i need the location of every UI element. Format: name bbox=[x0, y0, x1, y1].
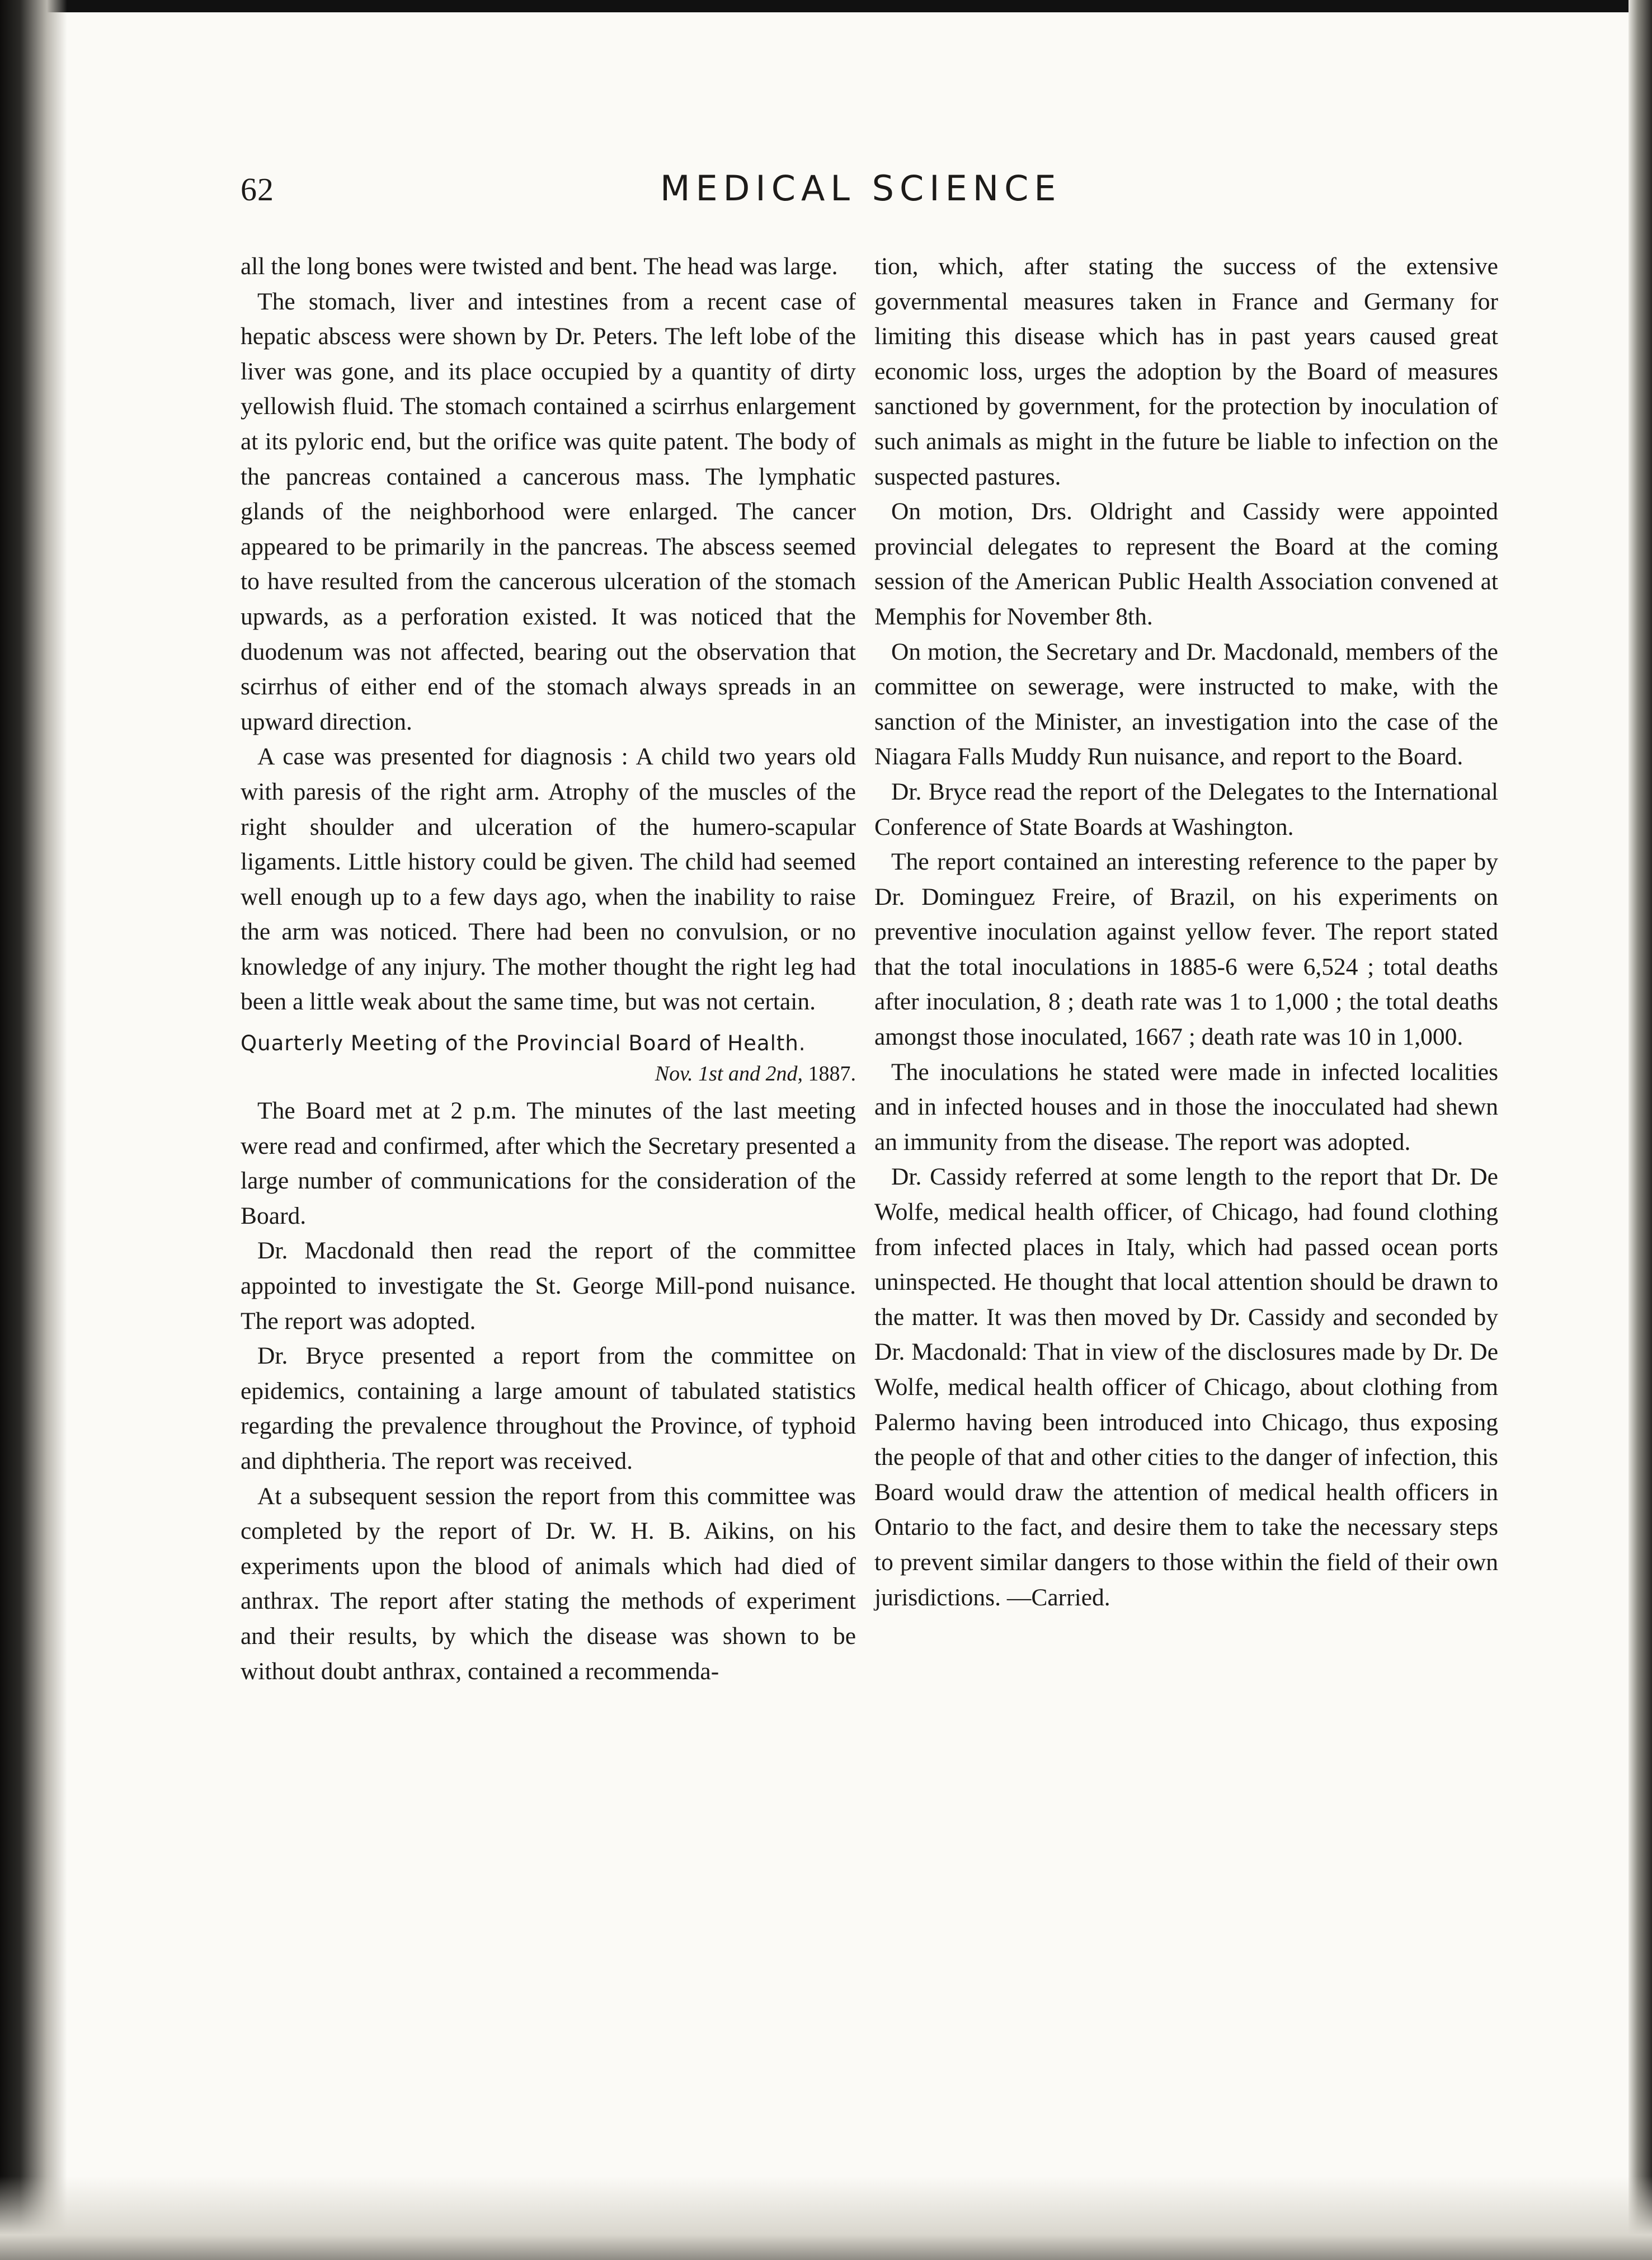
right-paragraph-6: The inoculations he stated were made in infected localities and in infected houses and in those the inocculated had shewn an immunity from the disease. The report was adopted. bbox=[874, 1058, 1498, 1155]
dateline-year: 1887. bbox=[808, 1062, 856, 1086]
left-paragraph-6: Dr. Bryce presented a report from the committee on epidemics, containing a large amount of tabulated statistics regarding the prevalence throughout the Province, of typhoid and diphtheria. The report was received. bbox=[241, 1342, 856, 1474]
right-paragraph-2: On motion, Drs. Oldright and Cassidy were appointed provincial delegates to represent the Board at the coming session of the American Public Health Association convened at Memphis for November 8th. bbox=[874, 498, 1498, 630]
left-paragraph-1: all the long bones were twisted and bent. The head was large. bbox=[241, 253, 838, 280]
scan-edge-top bbox=[34, 0, 1652, 12]
right-column bbox=[874, 249, 1498, 1615]
right-paragraph-4: Dr. Bryce read the report of the Delegates to the International Conference of State Boards at Washington. bbox=[874, 778, 1498, 840]
scan-edge-left bbox=[0, 0, 67, 2260]
section-heading: Quarterly Meeting of the Provincial Board of Health. bbox=[241, 1031, 806, 1056]
right-paragraph-5: The report contained an interesting reference to the paper by Dr. Dominguez Freire, of Brazil, on his experiments on preventive inoculation against yellow fever. The report stated that the total inoculations in 1885-6 were 6,524 ; total deaths after inoculation, 8 ; death rate was 1 to 1,000 ; the total deaths amongst those inoculated, 1667 ; death rate was 10 in 1,000. bbox=[874, 848, 1498, 1051]
left-column bbox=[241, 249, 856, 1689]
running-head: MEDICAL SCIENCE bbox=[660, 168, 1062, 209]
scan-edge-right bbox=[1629, 0, 1652, 2260]
page-number: 62 bbox=[241, 171, 274, 208]
left-paragraph-2: The stomach, liver and intestines from a recent case of hepatic abscess were shown by Dr. Peters. The left lobe of the liver was gone, and its place occupied by a quantity of dirty yellowish fluid. The stomach contained a scirrhus enlargement at its pyloric end, but the orifice was quite patent. The body of the pancreas contained a cancerous mass. The lymphatic glands of the neighborhood were enlarged. The cancer appeared to be primarily in the pancreas. The abscess seemed to have resulted from the cancerous ulceration of the stomach upwards, as a perforation existed. It was noticed that the duodenum was not affected, bearing out the observation that scirrhus of either end of the stomach always spreads in an upward direction. bbox=[241, 288, 856, 735]
left-paragraph-7: At a subsequent session the report from this committee was completed by the report of Dr. W. H. B. Aikins, on his experiments upon the blood of animals which had died of anthrax. The report after stating the methods of experiment and their results, by which the disease was shown to be without doubt anthrax, contained a recommenda- bbox=[241, 1482, 856, 1685]
left-paragraph-3: A case was presented for diagnosis : A child two years old with paresis of the right arm. Atrophy of the muscles of the right shoulder and ulceration of the humero-scapular ligaments. Little history could be given. The child had seemed well enough up to a few days ago, when the inability to raise the arm was noticed. There had been no convulsion, or no knowledge of any injury. The mother thought the right leg had been a little weak about the same time, but was not certain. bbox=[241, 743, 856, 1016]
left-paragraph-5: Dr. Macdonald then read the report of the committee appointed to investigate the St. George Mill-pond nuisance. The report was adopted. bbox=[241, 1237, 856, 1335]
dateline-days: Nov. 1st and 2nd, bbox=[655, 1062, 803, 1086]
scan-edge-bottom bbox=[0, 2176, 1652, 2260]
dateline bbox=[241, 1058, 856, 1090]
right-paragraph-3: On motion, the Secretary and Dr. Macdonald, members of the committee on sewerage, were instructed to make, with the sanction of the Minister, an investigation into the case of the Niagara Falls Muddy Run nuisance, and report to the Board. bbox=[874, 638, 1498, 770]
left-paragraph-4: The Board met at 2 p.m. The minutes of the last meeting were read and confirmed, after which the Secretary presented a large number of communications for the consideration of the Board. bbox=[241, 1097, 856, 1229]
right-paragraph-7: Dr. Cassidy referred at some length to the report that Dr. De Wolfe, medical health officer, of Chicago, had found clothing from infected places in Italy, which had passed ocean ports uninspected. He thought that local attention should be drawn to the matter. It was then moved by Dr. Cassidy and seconded by Dr. Macdonald: That in view of the disclosures made by Dr. De Wolfe, medical health officer of Chicago, about clothing from Palermo having been introduced into Chicago, thus exposing the people of that and other cities to the danger of infection, this Board would draw the attention of medical health officers in Ontario to the fact, and desire them to take the necessary steps to prevent similar dangers to those within the field of their own jurisdictions. —Carried. bbox=[874, 1163, 1498, 1611]
right-paragraph-1: tion, which, after stating the success of the extensive governmental measures taken in France and Germany for limiting this disease which has in past years caused great economic loss, urges the adoption by the Board of measures sanctioned by government, for the protection by inoculation of such animals as might in the future be liable to infection on the suspected pastures. bbox=[874, 253, 1498, 490]
